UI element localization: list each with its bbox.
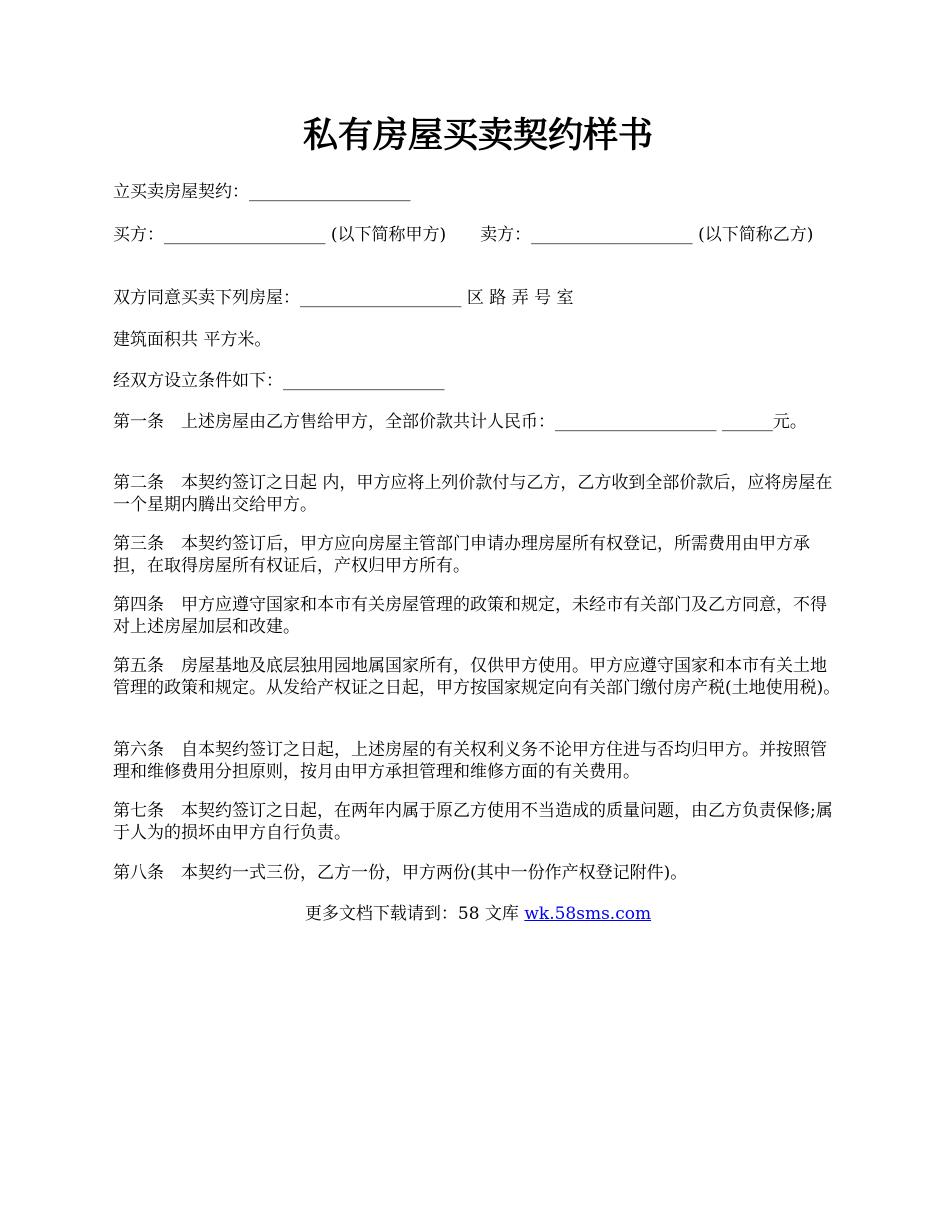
clause-6: 第六条 自本契约签订之日起，上述房屋的有关权利义务不论甲方住进与否均归甲方。并按照管理和维修费用分担原则，按月由甲方承担管理和维修方面的有关费用。 [113,740,827,782]
document-title: 私有房屋买卖契约样书 [302,115,653,156]
clause-7: 第七条 本契约签订之日起，在两年内属于原乙方使用不当造成的质量问题，由乙方负责保修;属于人为的损坏由甲方自行负责。 [113,801,833,843]
contract-intro: 立买卖房屋契约：___________________ [113,182,411,202]
clause-3: 第三条 本契约签订后，甲方应向房屋主管部门申请办理房屋所有权登记，所需费用由甲方承担，在取得房屋所有权证后，产权归甲方所有。 [113,534,810,576]
buyer-seller-line: 买方：___________________ (以下简称甲方) 卖方：___________________ (以下简称乙方) [113,225,814,245]
conditions-intro: 经双方设立条件如下：___________________ [113,371,445,391]
clause-5: 第五条 房屋基地及底层独用园地属国家所有，仅供甲方使用。甲方应遵守国家和本市有关土地管理的政策和规定。从发给产权证之日起，甲方按国家规定向有关部门缴付房产税(土地使用税)。 [113,656,841,698]
building-area: 建筑面积共 平方米。 [113,330,272,350]
clause-1: 第一条 上述房屋由乙方售给甲方，全部价款共计人民币：___________________ ______元。 [113,412,807,432]
clause-8: 第八条 本契约一式三份，乙方一份，甲方两份(其中一份作产权登记附件)。 [113,863,688,883]
download-footer [113,903,843,925]
clause-2: 第二条 本契约签订之日起 内，甲方应将上列价款付与乙方，乙方收到全部价款后，应将房屋在一个星期内腾出交给甲方。 [113,473,833,515]
property-address: 双方同意买卖下列房屋：___________________ 区 路 弄 号 室 [113,288,574,308]
clause-4: 第四条 甲方应遵守国家和本市有关房屋管理的政策和规定，未经市有关部门及乙方同意，不得对上述房屋加层和改建。 [113,595,827,637]
footer-link[interactable]: wk.58sms.com [524,904,652,924]
footer-text: 更多文档下载请到：58 文库 [304,904,525,924]
